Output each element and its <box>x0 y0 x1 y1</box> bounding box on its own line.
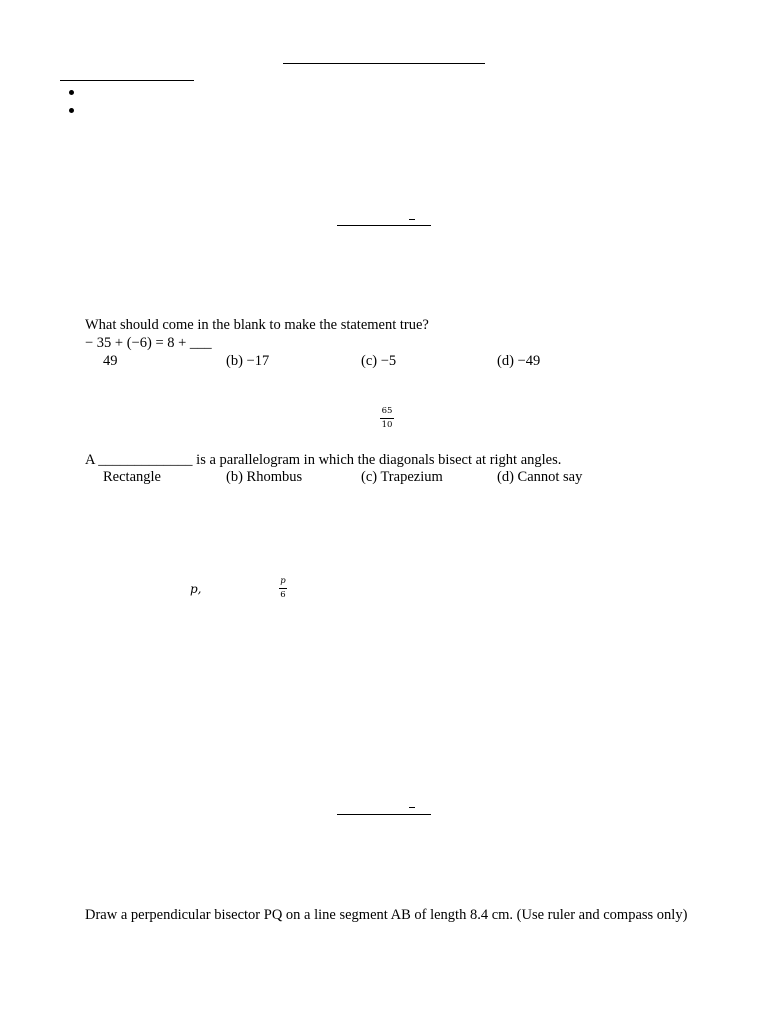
question-2-option-d: (d) Cannot say <box>497 469 583 485</box>
section-heading-dash <box>409 219 415 220</box>
fraction-numerator: p <box>280 576 286 586</box>
question-1-option-b: (b) −17 <box>226 353 270 369</box>
fraction-denominator: 10 <box>381 419 393 430</box>
variable-p: p, <box>190 582 202 596</box>
fraction-65-over-10 <box>380 407 394 429</box>
section-heading-dash <box>409 807 415 808</box>
bullet-point <box>69 108 74 113</box>
question-2-text: A _____________ is a parallelogram in which the diagonals bisect at right angles. <box>85 452 562 468</box>
question-1-text: What should come in the blank to make the statement true? <box>85 317 429 333</box>
question-1-option-d: (d) −49 <box>497 353 541 369</box>
question-1-option-a: 49 <box>103 353 118 369</box>
question-2-option-b: (b) Rhombus <box>226 469 303 485</box>
subtitle-underline <box>60 80 194 81</box>
bullet-point <box>69 90 74 95</box>
fraction-p-over-6 <box>279 577 287 599</box>
question-1-statement: − 35 + (−6) = 8 + ___ <box>85 335 212 351</box>
fraction-bar <box>380 418 394 419</box>
question-2-option-a: Rectangle <box>103 469 161 485</box>
section-heading-underline <box>337 814 431 815</box>
question-3-text: Draw a perpendicular bisector PQ on a line segment AB of length 8.4 cm. (Use ruler and compass only) <box>85 907 688 923</box>
question-2-option-c: (c) Trapezium <box>361 469 443 485</box>
section-heading-underline <box>337 225 431 226</box>
fraction-bar <box>279 588 287 589</box>
title-underline <box>283 63 485 64</box>
fraction-numerator: 65 <box>381 406 393 416</box>
fraction-denominator: 6 <box>280 589 286 600</box>
question-1-option-c: (c) −5 <box>361 353 397 369</box>
